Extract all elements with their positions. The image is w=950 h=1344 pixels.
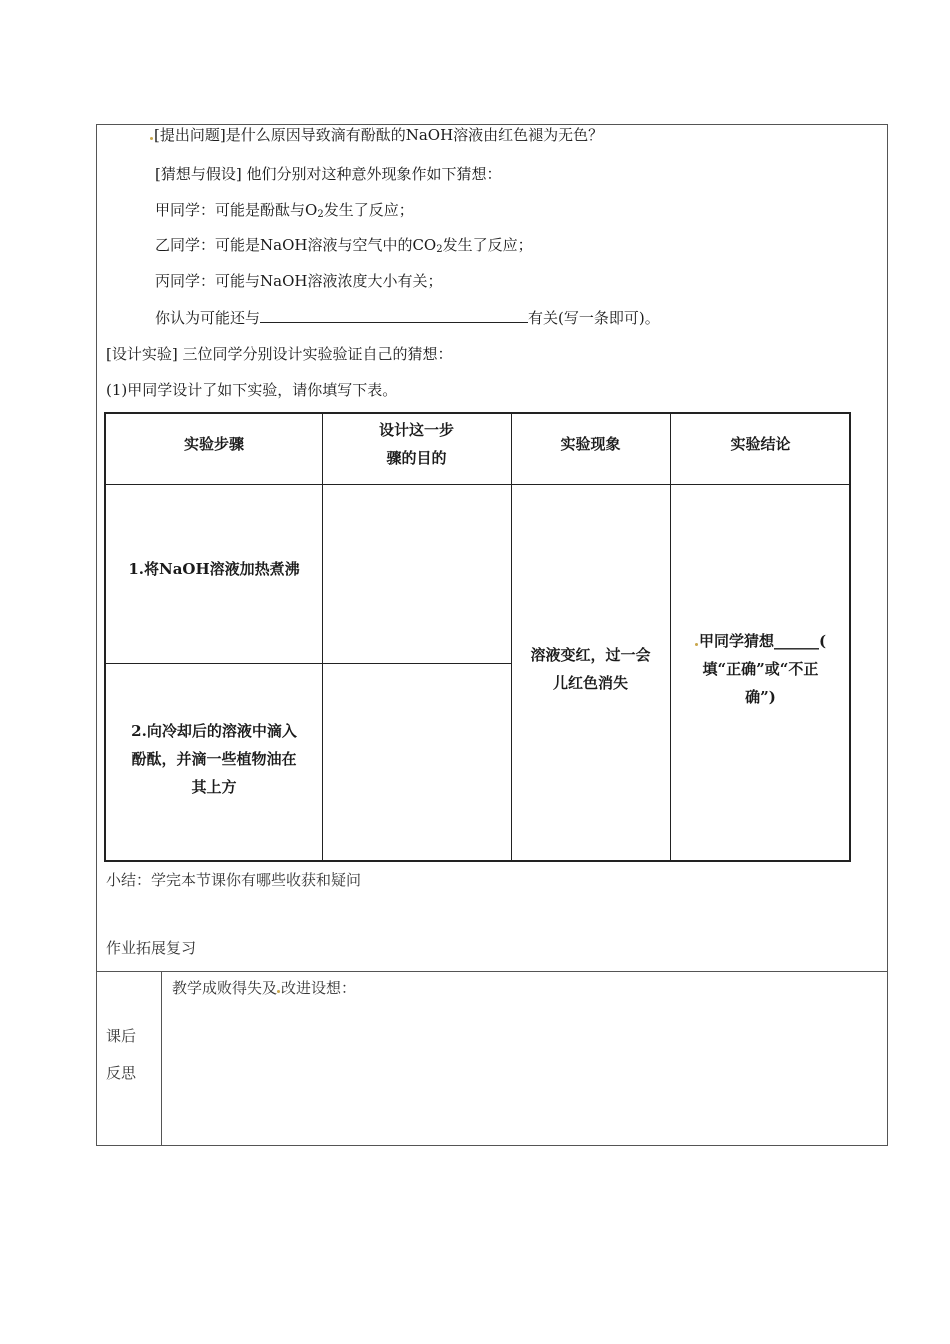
reflection-text-a: 教学成败得失及	[172, 979, 278, 997]
table-divider	[511, 414, 512, 860]
header-purpose-1: 设计这一步	[378, 421, 454, 439]
conclusion-line-3: 确”)	[745, 688, 776, 706]
jia-text-a: 甲同学：可能是酚酞与O	[155, 201, 318, 219]
yi-hypothesis	[155, 235, 533, 260]
step-2-line-2: 酚酞，并滴一些植物油在	[131, 750, 297, 768]
marker-dot	[150, 137, 153, 140]
step-1-cell: 1.将NaOH溶液加热煮沸	[128, 560, 300, 578]
yi-text-a: 乙同学：可能是NaOH溶液与空气中的CO	[155, 236, 437, 254]
jia-text-b: 发生了反应；	[323, 201, 414, 219]
purpose-1-cell[interactable]	[323, 485, 511, 663]
marker-dot	[277, 990, 280, 993]
summary-text: 小结：学完本节课你有哪些收获和疑问	[106, 871, 362, 889]
raise-question-text: [提出问题]是什么原因导致滴有酚酞的NaOH溶液由红色褪为无色？	[154, 126, 604, 144]
phenomenon-line-1: 溶液变红，过一会	[530, 646, 651, 664]
conclusion-line-1	[670, 627, 851, 655]
marker-dot	[695, 643, 698, 646]
experiment-table	[104, 412, 851, 862]
step-2-line-3: 其上方	[191, 778, 237, 796]
raise-question-line	[150, 125, 603, 145]
answer-blank[interactable]	[260, 308, 528, 323]
design-subheading: (1)甲同学设计了如下实验，请你填写下表。	[106, 381, 398, 399]
bing-hypothesis: 丙同学：可能与NaOH溶液浓度大小有关；	[155, 272, 443, 290]
purpose-2-cell[interactable]	[323, 664, 511, 860]
design-heading: [设计实验] 三位同学分别设计实验验证自己的猜想：	[106, 345, 453, 363]
header-conclusion: 实验结论	[730, 435, 791, 453]
header-phenomenon: 实验现象	[560, 435, 621, 453]
your-hypothesis	[155, 308, 660, 328]
reflection-divider	[161, 971, 162, 1146]
your-text-a: 你认为可能还与	[155, 309, 261, 327]
conclusion-line-2: 填“正确”或“不正	[702, 660, 819, 678]
yi-sub: 2	[436, 244, 443, 255]
hypothesis-heading: [猜想与假设] 他们分别对这种意外现象作如下猜想：	[155, 165, 502, 183]
header-purpose-2: 骤的目的	[386, 449, 447, 467]
homework-text: 作业拓展复习	[106, 939, 197, 957]
yi-text-b: 发生了反应；	[442, 236, 533, 254]
phenomenon-line-2: 儿红色消失	[552, 674, 628, 692]
reflection-label-2: 反思	[106, 1064, 137, 1082]
jia-hypothesis	[155, 200, 414, 225]
header-step: 实验步骤	[183, 435, 244, 453]
conclusion-text-1: 甲同学猜想______(	[698, 632, 827, 650]
reflection-text-b: 改进设想：	[281, 979, 357, 997]
section-divider	[96, 971, 888, 972]
your-text-b: 有关(写一条即可)。	[528, 309, 660, 327]
jia-sub: 2	[317, 209, 324, 220]
reflection-label-1: 课后	[106, 1027, 137, 1045]
step-2-line-1: 2.向冷却后的溶液中滴入	[131, 722, 297, 740]
reflection-content	[172, 978, 356, 998]
